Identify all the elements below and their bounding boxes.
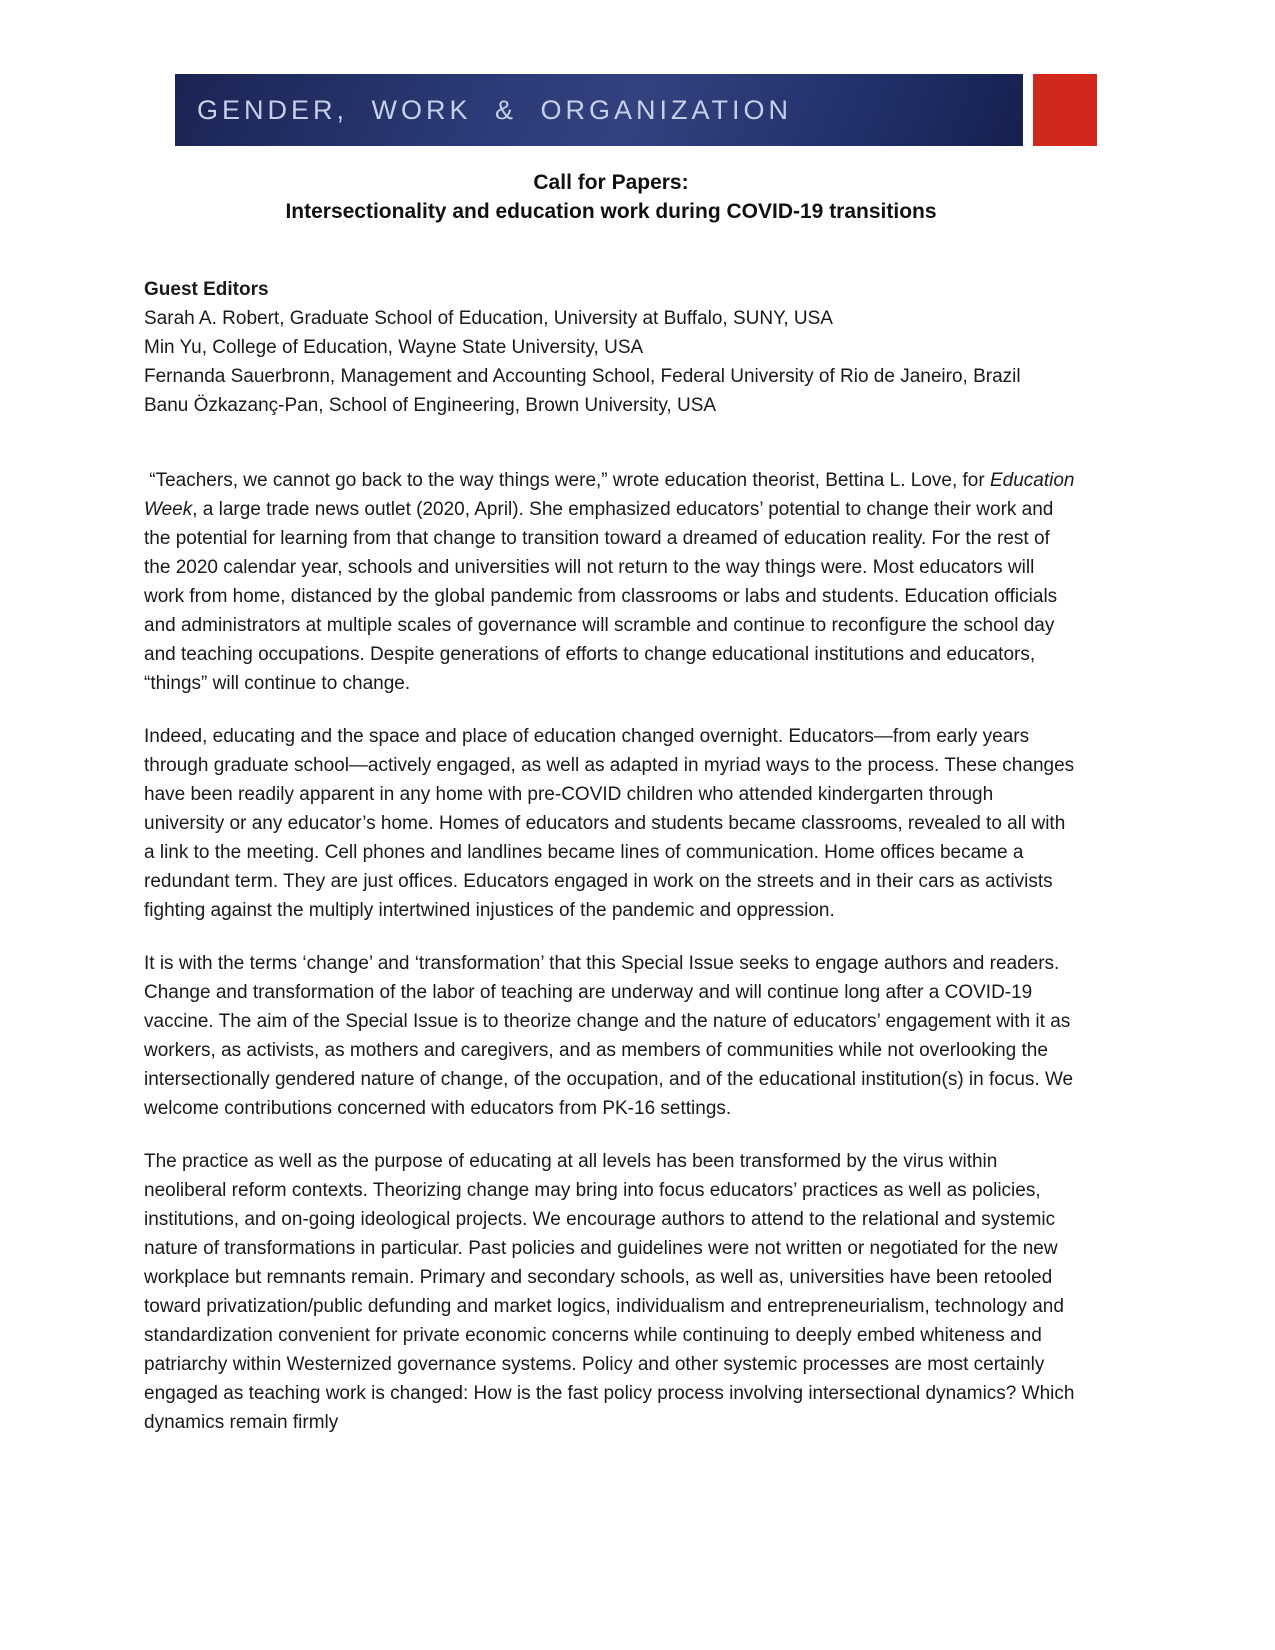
publication-name-italic: Education Week (144, 470, 1080, 520)
page-title-line-2: Intersectionality and education work during COVID-19 transitions (285, 200, 937, 223)
page-title-line-1: Call for Papers: (533, 171, 689, 194)
page-title (144, 168, 1078, 226)
body-paragraphs (144, 466, 1078, 1437)
guest-editor-1: Sarah A. Robert, Graduate School of Education, University at Buffalo, SUNY, USA (144, 308, 833, 329)
guest-editor-2: Min Yu, College of Education, Wayne State University, USA (144, 337, 644, 358)
paragraph-1-text: “Teachers, we cannot go back to the way things were,” wrote education theorist, Bettina L. Love, for (144, 470, 990, 491)
paragraph-4: The practice as well as the purpose of educating at all levels has been transformed by the virus within neoliberal reform contexts. Theorizing change may bring into focus educators’ practices as well as policies, institutions, and on-going ideological projects. We encourage authors to attend to the relational and systemic nature of transformations in particular. Past policies and guidelines were not written or negotiated for the new workplace but remnants remain. Primary and secondary schools, as well as, universities have been retooled toward privatization/public defunding and market logics, individualism and entrepreneurialism, technology and standardization convenient for private economic concerns while continuing to deeply embed whiteness and patriarchy within Westernized governance systems. Policy and other systemic processes are most certainly engaged as teaching work is changed: How is the fast policy process involving intersectional dynamics? Which dynamics remain firmly (144, 1151, 1075, 1433)
paragraph-1-text-continued: , a large trade news outlet (2020, April). She emphasized educators’ potential to change their work and the potential for learning from that change to transition toward a dreamed of education reality. For the rest of the 2020 calendar year, schools and universities will not return to the way things were. Most educators will work from home, distanced by the global pandemic from classrooms or labs and students. Education officials and administrators at multiple scales of governance will scramble and continue to reconfigure the school day and teaching occupations. Despite generations of efforts to change educational institutions and educators, “things” will continue to change. (144, 499, 1063, 694)
document-content (144, 168, 1078, 1437)
guest-editors-section (144, 275, 1078, 420)
journal-banner (175, 74, 1097, 146)
paragraph-3: It is with the terms ‘change’ and ‘transformation’ that this Special Issue seeks to engage authors and readers. Change and transformation of the labor of teaching are underway and will continue long after a COVID-19 vaccine. The aim of the Special Issue is to theorize change and the nature of educators’ engagement with it as workers, as activists, as mothers and caregivers, and as members of communities while not overlooking the intersectionally gendered nature of change, of the occupation, and of the educational institution(s) in focus. We welcome contributions concerned with educators from PK-16 settings. (144, 953, 1074, 1119)
guest-editor-3: Fernanda Sauerbronn, Management and Accounting School, Federal University of Rio de Janeiro, Brazil (144, 366, 1021, 387)
journal-banner-red-square (1033, 74, 1097, 146)
paragraph-2: Indeed, educating and the space and place of education changed overnight. Educators—from early years through graduate school—actively engaged, as well as adapted in myriad ways to the process. These changes have been readily apparent in any home with pre-COVID children who attended kindergarten through university or any educator’s home. Homes of educators and students became classrooms, revealed to all with a link to the meeting. Cell phones and landlines became lines of communication. Home offices became a redundant term. They are just offices. Educators engaged in work on the streets and in their cars as activists fighting against the multiply intertwined injustices of the pandemic and oppression. (144, 726, 1075, 921)
paragraph-1 (144, 466, 1078, 698)
guest-editor-4: Banu Özkazanç-Pan, School of Engineering, Brown University, USA (144, 395, 717, 416)
journal-banner-blue (175, 74, 1023, 146)
guest-editors-heading: Guest Editors (144, 279, 269, 300)
journal-name: GENDER, WORK & ORGANIZATION (197, 94, 793, 125)
